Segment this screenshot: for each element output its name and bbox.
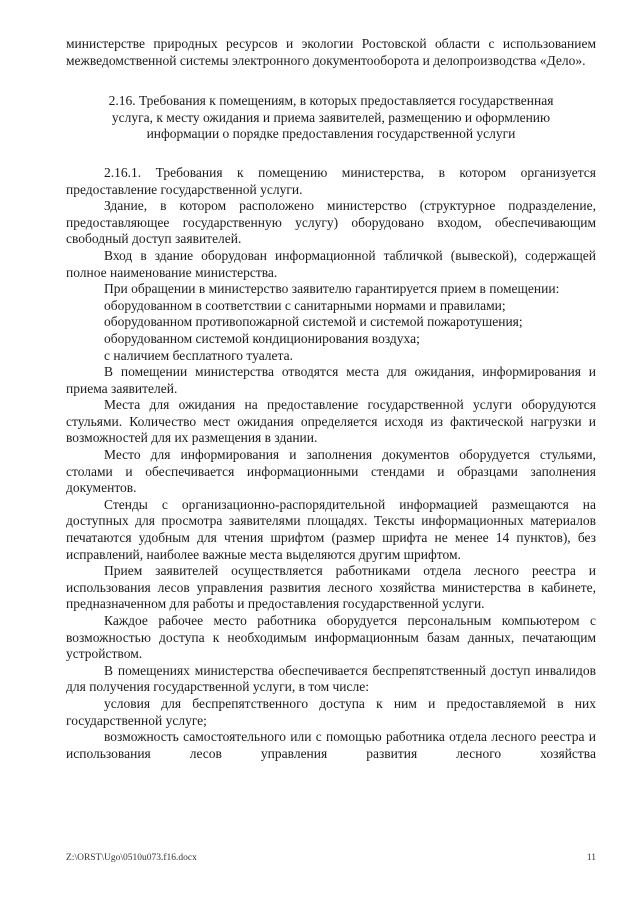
file-path: Z:\ORST\Ugo\0510u073.f16.docx — [66, 853, 197, 863]
section-heading-line: информации о порядке предоставления государственной услуги — [146, 126, 516, 142]
list-item: оборудованном противопожарной системой и системой пожаротушения; — [104, 314, 523, 330]
paragraph: В помещении министерства отводятся места для ожидания, информирования и приема заявителей. — [66, 364, 596, 396]
intro-paragraph: министерстве природных ресурсов и экологии Ростовской области с использованием межведомственной системы электронного документооборота и делопроизводства «Дело». — [66, 36, 596, 68]
paragraph: Прием заявителей осуществляется работниками отдела лесного реестра и использования лесов управления развития лесного хозяйства министерства в кабинете, предназначенном для работы и предоставления государственной услуги. — [66, 563, 596, 612]
document-page — [66, 36, 596, 762]
list-item: оборудованном в соответствии с санитарными нормами и правилами; — [104, 297, 506, 313]
paragraph: условия для беспрепятственного доступа к ним и предоставляемой в них государственной услуге; — [66, 695, 596, 728]
section-heading-line: услуга, к месту ожидания и приема заявителей, размещению и оформлению — [111, 109, 551, 125]
section-heading-line: 2.16. Требования к помещениям, в которых предоставляется государственная — [108, 93, 554, 109]
paragraph: В помещениях министерства обеспечивается беспрепятственный доступ инвалидов для получения государственной услуги, в том числе: — [66, 662, 596, 695]
paragraph: Стенды с организационно-распорядительной информацией размещаются на доступных для просмотра заявителями площадях. Тексты информационных материалов печатаются удобным для чтения шрифтом (размер шрифта не менее 14 пунктов), без исправлений, наиболее важные места выделяются другим шрифтом. — [66, 496, 596, 562]
paragraph: Место для информирования и заполнения документов оборудуется стульями, столами и обеспечивается информационными стендами и образцами заполнения документов. — [66, 447, 596, 496]
paragraph: Здание, в котором расположено министерство (структурное подразделение, предоставляющее государственную услугу) оборудовано входом, обеспечивающим свободный доступ заявителей. — [66, 198, 596, 247]
list-item: оборудованном системой кондиционирования воздуха; — [104, 330, 420, 346]
paragraph: Места для ожидания на предоставление государственной услуги оборудуются стульями. Количество мест ожидания определяется исходя из фактической нагрузки и возможностей для их размещения в здании. — [66, 397, 596, 446]
paragraph: Каждое рабочее место работника оборудуется персональным компьютером с возможностью доступа к необходимым информационным базам данных, печатающим устройством. — [66, 613, 596, 662]
section-heading — [66, 93, 596, 143]
page-number: 11 — [586, 853, 596, 863]
paragraph: 2.16.1. Требования к помещению министерства, в котором организуется предоставление государственной услуги. — [66, 164, 596, 197]
paragraph: Вход в здание оборудован информационной табличкой (вывеской), содержащей полное наименование министерства. — [66, 247, 596, 280]
paragraph: возможность самостоятельного или с помощью работника отдела лесного реестра и использования лесов управления развития лесного хозяйства — [66, 729, 596, 761]
list-item: с наличием бесплатного туалета. — [104, 347, 293, 363]
paragraph: При обращении в министерство заявителю гарантируется прием в помещении: — [104, 281, 560, 297]
